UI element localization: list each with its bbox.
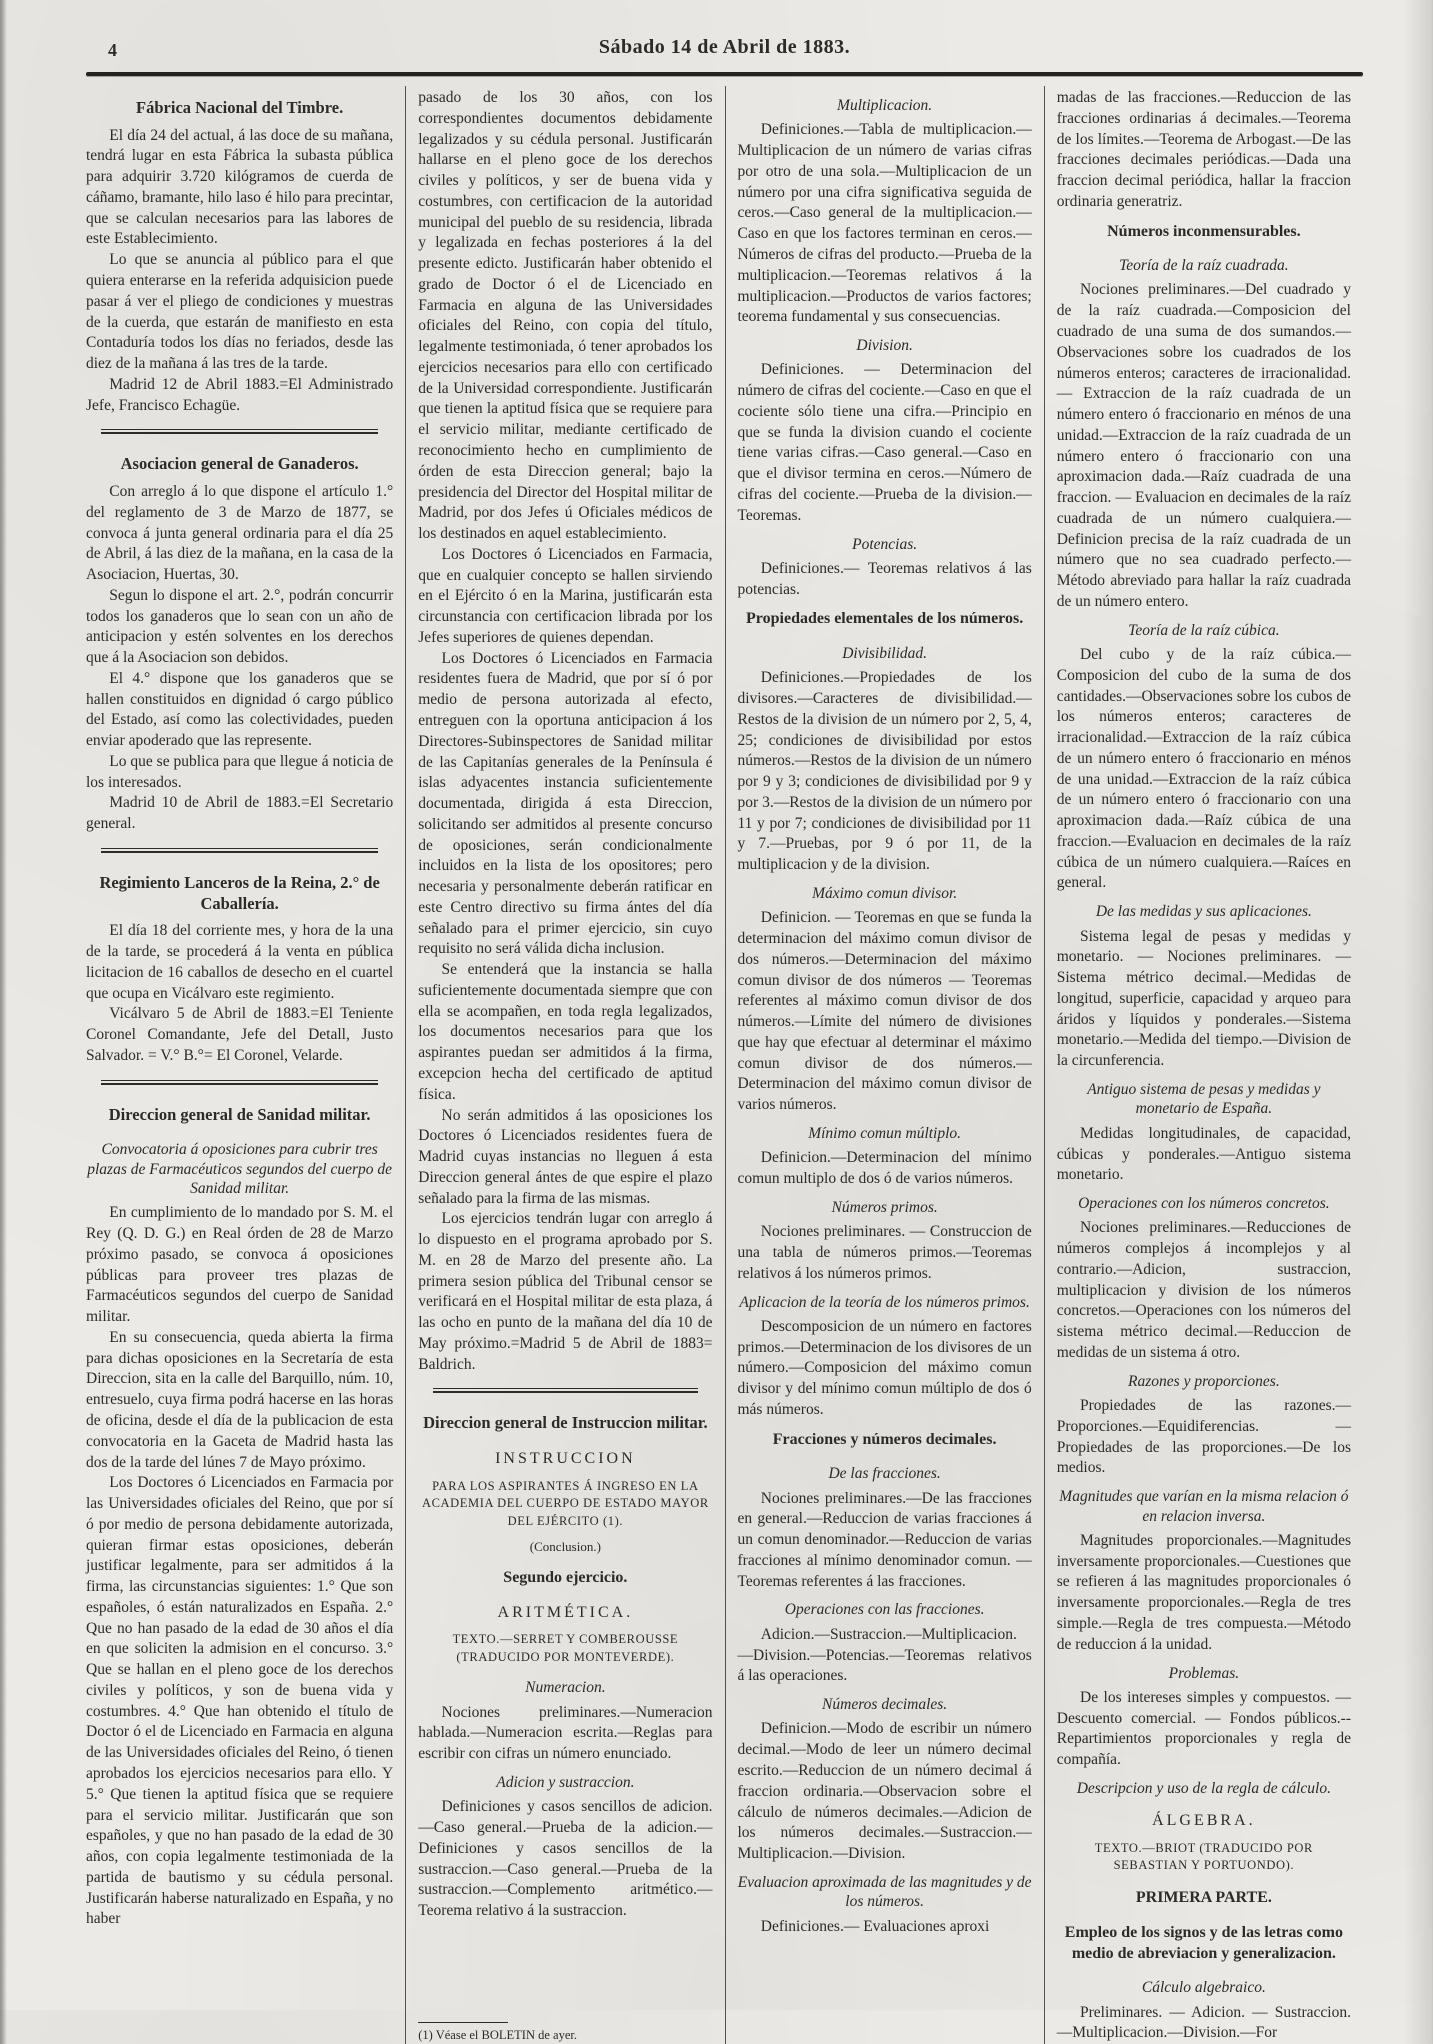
article-divider	[433, 1388, 698, 1393]
section-heading-italic: De las fracciones.	[828, 1465, 941, 1483]
paragraph: Descomposicion de un número en factores primos.—Determinacion de los divisores de un número.—Composicion del máximo comun divisor y del mínimo comun múltiplo de dos ó más números.	[737, 1317, 1032, 1418]
subsection-heading: Empleo de los signos y de las letras como medio de abreviacion y generalizacion.	[1064, 1924, 1343, 1962]
section-heading-italic: Antiguo sistema de pesas y medidas y monetario de España.	[1087, 1080, 1321, 1118]
caps-heading: ARITMÉTICA.	[497, 1603, 634, 1621]
smallcaps-text: PARA LOS ASPIRANTES Á INGRESO EN LA ACADEMIA DEL CUERPO DE ESTADO MAYOR DEL EJÉRCITO (1).	[421, 1478, 709, 1528]
paragraph: El 4.° dispone que los ganaderos que se hallen constituidos en dignidad ó cargo público del Estado, así como las colectividades, pueden enviar apoderado que las represente.	[86, 669, 394, 750]
paragraph: Magnitudes proporcionales.—Magnitudes inversamente proporcionales.—Cuestiones que se refieren á las magnitudes proporcionales ó inversamente proporcionales.—Regla de tres simple.—Regla de tres compuesta.—Método de reduccion á la unidad.	[1056, 1531, 1351, 1653]
paragraph: Adicion.—Sustraccion.—Multiplicacion.—Division.—Potencias.—Teoremas relativos á las operaciones.	[737, 1625, 1032, 1685]
paragraph: Definicion.—Determinacion del mínimo comun multiplo de dos ó de varios números.	[737, 1149, 1032, 1188]
paragraph-continuation: pasado de los 30 años, con los correspondientes documentos debidamente legalizados y su cédula personal. Justificarán hallarse en el pleno goce de los derechos civiles y políticos, y ser de buena vida y costumbres, con certificacion de la autoridad municipal del pueblo de su residencia, librada y legalizada en fechas posteriores á la del presente edicto. Justificarán haber obtenido el grado de Doctor ó el de Licenciado en Farmacia en alguna de las Universidades oficiales del Reino, con copia del título, legalmente testimoniada, ó tener aprobados los ejercicios necesarios para ello con certificado de la Universidad correspondiente. Justificarán que tienen la aptitud física que se requiere para el servicio militar, mediante certificado de reconocimiento hecho en cumplimiento de órden de esta Direccion general; bajo la presidencia del Director del Hospital militar de Madrid, por dos Jefes ú Oficiales médicos de los destinados en aquel establecimiento.	[418, 89, 713, 543]
center-note: (Conclusion.)	[529, 1539, 601, 1555]
section-heading-italic: Teoría de la raíz cuadrada.	[1119, 257, 1289, 275]
section-heading-italic: Potencias.	[852, 535, 918, 553]
paragraph: De los intereses simples y compuestos. — Descuento comercial. — Fondos públicos.--Repartimientos proporcionales y regla de compañía.	[1056, 1688, 1351, 1769]
section-heading-italic: Aplicacion de la teoría de los números primos.	[739, 1293, 1030, 1311]
article-divider	[101, 848, 378, 853]
subsection-heading: Fracciones y números decimales.	[772, 1430, 997, 1448]
section-heading-italic: Operaciones con las fracciones.	[784, 1601, 985, 1619]
paragraph: Nociones preliminares. — Construccion de una tabla de números primos.—Teoremas relativos á los números primos.	[737, 1223, 1032, 1282]
smallcaps-text: TEXTO.—SERRET Y COMBEROUSSE (TRADUCIDO POR MONTEVERDE).	[452, 1632, 679, 1664]
section-heading-italic: Máximo comun divisor.	[812, 884, 958, 902]
section-heading-italic: Division.	[856, 337, 913, 355]
paragraph: Lo que se anuncia al público para el que quiera enterarse en la referida adquisicion puede pasar á ver el pliego de condiciones y muestras de la cuerda, que estarán de manifiesto en esta Contaduría todos los días no feriados, desde las diez de la mañana á las tres de la tarde.	[86, 251, 394, 373]
page-number: 4	[108, 40, 117, 60]
paragraph: Nociones preliminares.—Del cuadrado y de la raíz cuadrada.—Composicion del cuadrado de una suma de dos sumandos.—Observaciones sobre los cuadrados de los números enteros; caracteres de irracionalidad. — Extraccion de la raíz cuadrada de un número entero ó fraccionario en ménos de una unidad.—Extraccion de la raíz cuadrada de un número entero ó fraccionario con una aproximacion dada.—Raíz cuadrada de una fraccion. — Evaluacion en decimales de la raíz cuadrada de un número cualquiera.—Definicion precisa de la raíz cuadrada de un número que no sea cuadrado perfecto.—Método abreviado para hallar la raíz cuadrada de un número entero.	[1056, 281, 1351, 610]
caps-heading: INSTRUCCION	[495, 1450, 636, 1468]
section-heading-italic: Mínimo comun múltiplo.	[808, 1124, 962, 1142]
section-heading-italic: Evaluacion aproximada de las magnitudes y de los números.	[737, 1873, 1032, 1911]
paragraph: No serán admitidos á las oposiciones los Doctores ó Licenciados residentes fuera de Madrid cuyas instancias no lleguen á esta Direccion general ántes de que espire el plazo señalado para la firma de las mismas.	[418, 1106, 713, 1207]
section-heading-italic: Números decimales.	[822, 1696, 948, 1714]
section-heading-italic: Convocatoria á oposiciones para cubrir tres plazas de Farmacéuticos segundos del cuerpo de Sanidad militar.	[87, 1141, 393, 1197]
paragraph: Nociones preliminares.—Numeracion hablada.—Numeracion escrita.—Reglas para escribir con cifras un número enunciado.	[418, 1703, 713, 1763]
paragraph: Definiciones y casos sencillos de adicion.—Caso general.—Prueba de la adicion.—Definiciones y casos sencillos de la sustraccion.—Caso general.—Prueba de la sustraccion.—Complemento aritmético.—Teorema relativo á la sustraccion.	[418, 1798, 713, 1920]
article-heading: Direccion general de Sanidad militar.	[108, 1104, 371, 1124]
section-heading-italic: Problemas.	[1168, 1664, 1240, 1682]
paragraph: Madrid 10 de Abril de 1883.=El Secretario general.	[86, 794, 394, 833]
masthead	[86, 34, 1363, 68]
section-heading-italic: Descripcion y uso de la regla de cálculo.	[1076, 1779, 1331, 1797]
paragraph: Sistema legal de pesas y medidas y monetario. — Nociones preliminares. — Sistema métrico decimal.—Medidas de longitud, superficie, capacidad y arqueo para áridos y líquidos y ponderales.—Sistema monetario.—Medida del tiempo.—Division de la circunferencia.	[1056, 927, 1351, 1070]
paragraph: Definiciones. — Determinacion del número de cifras del cociente.—Caso en que el cociente sólo tiene una cifra.—Principio en que se funda la division cuando el cociente tiene varias cifras.—Caso general.—Caso en que el divisor termina en ceros.—Número de cifras del cociente.—Prueba de la division.—Teoremas.	[737, 361, 1032, 524]
paragraph: Preliminares. — Adicion. — Sustraccion. —Multiplicacion.—Division.—For	[1056, 2003, 1351, 2042]
caps-heading: ÁLGEBRA.	[1152, 1812, 1256, 1830]
section-heading-italic: Teoría de la raíz cúbica.	[1128, 621, 1280, 639]
paragraph: Los Doctores ó Licenciados en Farmacia por las Universidades oficiales del Reino, que por sí ó por medio de persona debidamente autorizada, quieran firmar estas oposiciones, deberán justificar legalmente, para ser admitidos á la firma, las circunstancias siguientes: 1.° Que son españoles, ó están naturalizados en España. 2.° Que no han pasado de la edad de 30 años el día en que soliciten la admision en el concurso. 3.° Que se hallan en el pleno goce de los derechos civiles y políticos, y son de buena vida y costumbres. 4.° Que han obtenido el título de Doctor ó el de Licenciado en Farmacia en alguna de las Universidades oficiales del Reino, ó tienen aprobados los ejercicios necesarios para ello. Y 5.° Que tienen la aptitud física que se requiere para el servicio militar. Justificarán que son españoles, y que no han pasado de la edad de 30 años, con copia legalmente testimoniada de la partida de bautismo y su cédula personal. Justificarán haberse naturalizado en España, y no haber	[86, 1474, 394, 1928]
paragraph: Nociones preliminares.—Reducciones de números complejos á incomplejos y al contrario.—Adicion, sustraccion, multiplicacion y division de los números concretos.—Operaciones con los números del sistema métrico decimal.—Reduccion de medidas de un sistema á otro.	[1056, 1219, 1351, 1361]
paragraph: Definiciones.—Propiedades de los divisores.—Caracteres de divisibilidad.—Restos de la division de un número por 2, 5, 4, 25; condiciones de divisibilidad por estos números.—Restos de la division de un número por 9 y 3; condiciones de divisibilidad por 9 y por 3.—Restos de la division de un número por 11 y por 7; condiciones de divisibilidad por 11 y 7.—Pruebas, por 9 ó por 11, de la multiplicacion y de la division.	[737, 669, 1032, 874]
article-heading: Regimiento Lanceros de la Reina, 2.° de Caballería.	[99, 872, 380, 913]
paragraph: Del cubo y de la raíz cúbica.—Composicion del cubo de la suma de dos cantidades.—Observaciones sobre los cubos de los números enteros; caracteres de irracionalidad.—Extraccion de la raíz cúbica de un número entero ó fraccionario en ménos de una unidad.—Extraccion de la raíz cúbica de un número entero ó fraccionario con una aproximacion dada.—Raíz cúbica de una fraccion.—Evaluacion en decimales de la raíz cúbica de un número cualquiera.—Raíces en general.	[1056, 646, 1351, 892]
section-heading-italic: Números primos.	[831, 1198, 938, 1216]
paragraph: El día 18 del corriente mes, y hora de la una de la tarde, se procederá á la venta en pública licitacion de 16 caballos de desecho en el cuartel que ocupa en Vicálvaro este regimiento.	[86, 922, 394, 1002]
paragraph: En su consecuencia, queda abierta la firma para dichas oposiciones en la Secretaría de esta Direccion, sita en la calle del Barquillo, núm. 10, entresuelo, cuya firma podrá hacerse en las horas de oficina, desde el día de la publicacion de esta convocatoria en la Gaceta de Madrid hasta las dos de la tarde del lúnes 7 de Mayo próximo.	[86, 1328, 394, 1471]
paragraph: El día 24 del actual, á las doce de su mañana, tendrá lugar en esta Fábrica la subasta pública para adquirir 3.720 kilógramos de cuerda de cáñamo, bramante, hilo laso é hilo para precintar, que se calculan necesarios para las labores de este Establecimiento.	[86, 126, 394, 248]
column-4	[1044, 86, 1363, 2044]
paragraph: Madrid 12 de Abril 1883.=El Administrado Jefe, Francisco Echagüe.	[86, 375, 394, 414]
paragraph: Definiciones.—Tabla de multiplicacion.—Multiplicacion de un número de varias cifras por otro de una sola.—Multiplicacion de un número por una cifra significativa seguida de ceros.—Caso general de la multiplicacion.—Caso en que los factores terminan en ceros.—Números de cifras del producto.—Prueba de la multiplicacion.—Teoremas relativos á la multiplicacion.—Productos de varios factores; teorema fundamental y sus consecuencias.	[737, 121, 1032, 326]
paragraph: Propiedades de las razones.—Proporciones.—Equidiferencias. — Propiedades de las proporciones.—De los medios.	[1056, 1397, 1351, 1477]
paragraph: Lo que se publica para que llegue á noticia de los interesados.	[86, 752, 394, 791]
column-3	[725, 86, 1044, 2044]
section-heading-italic: Numeracion.	[525, 1679, 606, 1697]
subsection-heading: Segundo ejercicio.	[503, 1569, 628, 1587]
article-heading: Direccion general de Instruccion militar.	[423, 1413, 708, 1433]
section-heading-italic: Divisibilidad.	[842, 644, 928, 662]
subsection-heading: Propiedades elementales de los números.	[746, 610, 1024, 628]
paragraph: En cumplimiento de lo mandado por S. M. el Rey (Q. D. G.) en Real órden de 28 de Marzo próximo pasado, se convoca á oposiciones públicas para proveer tres plazas de Farmacéuticos segundos del cuerpo de Sanidad militar.	[86, 1204, 394, 1326]
paragraph: Los ejercicios tendrán lugar con arreglo á lo dispuesto en el programa aprobado por S. M. en 28 de Marzo del presente año. La primera sesion pública del Tribunal censor se verificará en el Hospital militar de esta plaza, á las ocho en punto de la mañana del día 10 de May próximo.=Madrid 5 de Abril de 1883= Baldrich.	[418, 1210, 713, 1373]
section-heading-italic: Operaciones con los números concretos.	[1078, 1195, 1330, 1213]
subsection-heading: Números inconmensurables.	[1107, 222, 1301, 240]
section-heading-italic: Magnitudes que varían en la misma relacion ó en relacion inversa.	[1059, 1488, 1349, 1525]
article-divider	[101, 1080, 378, 1085]
masthead-rule	[86, 72, 1363, 76]
paragraph: Se entenderá que la instancia se halla suficientemente documentada siempre que con ella se acompañen, en toda regla legalizados, los documentos necesarios para que los aspirantes puedan ser admitidos á la firma, excepcion hecha del certificado de aptitud física.	[418, 961, 713, 1103]
section-heading-italic: Adicion y sustraccion.	[496, 1774, 635, 1792]
smallcaps-text: TEXTO.—BRIOT (TRADUCIDO POR SEBASTIAN Y PORTUONDO).	[1094, 1840, 1313, 1873]
paragraph: Segun lo dispone el art. 2.°, podrán concurrir todos los ganaderos que lo sean con un año de anticipacion y estén solventes en los derechos que á la Asociacion son debidos.	[86, 586, 394, 667]
paragraph: Nociones preliminares.—De las fracciones en general.—Reduccion de varias fracciones á un comun denominador.—Reduccion de varias fracciones al mínimo denominador comun. — Teoremas referentes á las fracciones.	[737, 1489, 1032, 1590]
paragraph: Vicálvaro 5 de Abril de 1883.=El Teniente Coronel Comandante, Jefe del Detall, Justo Salvador. = V.° B.°= El Coronel, Velarde.	[86, 1005, 394, 1064]
column-1	[86, 86, 405, 2044]
paragraph: Los Doctores ó Licenciados en Farmacia, que en cualquier concepto se hallen sirviendo en el Ejército ó en la Marina, justificarán esta circunstancia con certificacion librada por los Jefes superiores de quienes dependan.	[418, 545, 713, 646]
subsection-heading: PRIMERA PARTE.	[1135, 1888, 1272, 1906]
footnote: (1) Véase el BOLETIN de ayer.	[418, 2022, 712, 2044]
columns-container	[86, 86, 1363, 2043]
paragraph: Definiciones.— Evaluaciones aproxi	[760, 1917, 990, 1935]
paragraph: Definiciones.— Teoremas relativos á las potencias.	[737, 559, 1032, 598]
paragraph: Definicion. — Teoremas en que se funda la determinacion del máximo comun divisor de dos números.—Determinacion del máximo comun divisor de dos números — Teoremas referentes al máximo comun divisor de dos números.—Límite del número de divisiones que hay que efectuar al determinar el máximo comun divisor de dos números.—Determinacion del máximo comun divisor de varios números.	[737, 909, 1032, 1114]
section-heading-italic: Multiplicacion.	[837, 97, 933, 114]
article-heading: Asociacion general de Ganaderos.	[120, 454, 359, 474]
section-heading-italic: De las medidas y sus aplicaciones.	[1095, 903, 1312, 921]
article-heading: Fábrica Nacional del Timbre.	[136, 98, 344, 117]
column-2	[405, 86, 724, 2044]
section-heading-italic: Razones y proporciones.	[1128, 1372, 1280, 1390]
section-heading-italic: Cálculo algebraico.	[1141, 1979, 1266, 1997]
page-date: Sábado 14 de Abril de 1883.	[598, 36, 851, 58]
paragraph: Definicion.—Modo de escribir un número decimal.—Modo de leer un número decimal escrito.—Reduccion de un número decimal á fraccion ordinaria.—Observacion sobre el cálculo de números decimales.—Adicion de los números decimales.—Sustraccion.—Multiplicacion.—Division.	[737, 1720, 1032, 1863]
article-divider	[101, 429, 378, 434]
paragraph-continuation: madas de las fracciones.—Reduccion de las fracciones ordinarias á decimales.—Teorema de los límites.—Teorema de Arbogast.—De las fracciones decimales periódicas.—Dada una fraccion decimal periódica, hallar la fraccion ordinaria generatriz.	[1056, 89, 1351, 210]
paragraph: Medidas longitudinales, de capacidad, cúbicas y ponderales.—Antiguo sistema monetario.	[1056, 1124, 1351, 1184]
paragraph: Los Doctores ó Licenciados en Farmacia residentes fuera de Madrid, que por sí ó por medio de persona autorizada al efecto, entreguen con la oportuna anticipacion á los Directores-Subinspectores de Sanidad militar de las Capitanías generales de la Península é islas adyacentes instancia suficientemente documentada, dirigida á esta Direccion, solicitando ser admitidos al presente concurso de oposiciones, serán condicionalmente incluidos en la lista de los opositores; pero necesaria y personalmente deberán ratificar en este Centro directivo su firma ántes del día señalado para el primer ejercicio, sin cuyo requisito no será válida dicha inclusion.	[418, 649, 713, 958]
paragraph: Con arreglo á lo que dispone el artículo 1.° del reglamento de 3 de Marzo de 1877, se convoca á junta general ordinaria para el día 25 de Abril, á las diez de la mañana, en la casa de la Asociacion, Huertas, 30.	[86, 482, 394, 584]
